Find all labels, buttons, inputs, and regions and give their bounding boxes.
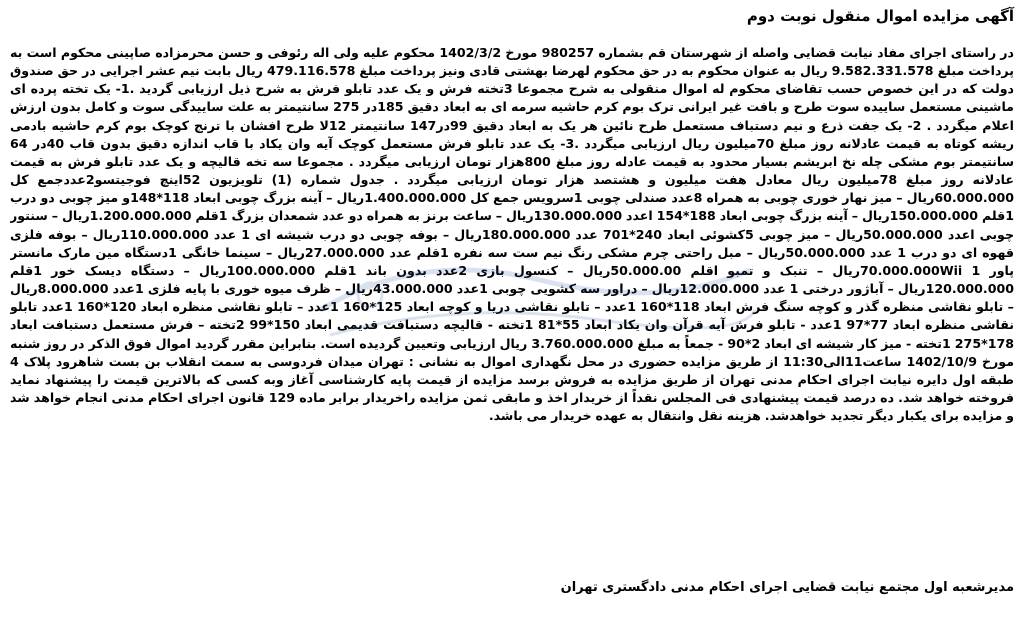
notice-title: آگهی مزایده اموال منقول نوبت دوم xyxy=(746,7,1014,25)
signature-line: مدیرشعبه اول مجتمع نیابت قضایی اجرای احکام مدنی دادگستری تهران xyxy=(560,580,1014,595)
notice-body: در راستای اجرای مفاد نیابت قضایی واصله از شهرستان قم بشماره 980257 مورخ 1402/3/2 محکوم علیه ولی اله رئوفی و حسن محرمزاده صاپینی محکوم است به پرداخت مبلغ 9.582.331.578 ریال به عنوان محکوم به در حق محکوم لهرضا بهشتی قادی ونیز پرداخت مبلغ 479.116.578 ریال بابت نیم عشر اجرایی در حق صندوق دولت که در این خصوص حسب تقاضای محکوم له اموال منقولی به شرح مجموعا 3تخته فرش و یک عدد تابلو فرش به شرح ذیل ارزیابی گردید .1- یک تخته پرده ای ماشینی مستعمل ساییده سوت طرح و بافت غیر ایرانی ترک بوم کرم حاشیه سرمه ای به ابعاد دقیق 185در 275 سانتیمتر به علت ساییدگی سوت و کامل بدون ارزش اعلام میگردد . 2- یک جفت ذرع و نیم دستباف مستعمل طرح نائین هر یک به ابعاد دقیق 99در147 سانتیمتر 12لا طرح افشان با ترنج کوچک بوم کرم حاشیه بادمی ریشه کوتاه به قیمت عادلانه روز مبلغ 70میلیون ریال ارزیابی میگردد .3- یک عدد تابلو فرش مستعمل کوچک آیه وان یکاد با قاب اندازه دقیق بدون قاب 40در 64 سانتیمتر بوم مشکی چله نخ ابریشم بسیار محدود به قیمت عادله روز مبلغ 800هزار تومان ارزیابی میگردد . مجموعا سه تخه قالیچه و یک عدد تابلو فرش به قیمت عادلانه روز مبلغ 78میلیون ریال معادل هفت میلیون و هشتصد هزار تومان ارزیابی میگردد . جدول شماره (1) تلویزیون 52اینچ فوجیتسو2عددجمع کل 60.000.000ریال – میز نهار خوری چوبی به همراه 8عدد صندلی چوبی 1سرویس جمع کل 1.400.000.000ریال – آینه بزرگ چوبی ابعاد 118*148و میز چوبی دو درب 1قلم 150.000.000ریال – آینه بزرگ چوبی ابعاد 188*154 اعدد 130.000.000ریال – ساعت برنز به همراه دو عدد شمعدان بزرگ 1قلم 1.200.000.000ریال – سنتور چوبی اعدد 50.000.000ریال – میز چوبی 5کشوئی ابعاد 240*701 عدد 180.000.000ریال – بوفه چوبی دو درب شیشه ای 1 عدد 110.000.000ریال – بوفه فلزی قهوه ای دو درب 1 عدد 50.000.000ریال – مبل راحتی چرم مشکی رنگ نیم ست سه نفره 1قلم عدد 27.000.000ریال – سینما خانگی 1دستگاه مین مارک مانستر پاور 1 70.000.000Wiiریال – تنبک و تمبو اقلم 50.000.00ریال – کنسول بازی 2عدد بدون باند 1قلم 100.000.000ریال – دستگاه دیسک خور 1قلم 120.000.000ریال – آباژور درختی 1 عدد 12.000.000ریال – دراور سه کشویی چوبی 1عدد 43.000.000ریال – ظرف میوه خوری با پایه فلزی 1عدد 8.000.000ریال – تابلو نقاشی منظره گذر و کوچه سنگ فرش ابعاد 118*160 1عدد – تابلو نقاشی دریا و کوچه ابعاد 125*160 1عدد – تابلو نقاشی منظره ابعاد 120*160 1عدد تابلو نقاشی منظره ابعاد 77*97 1عدد - تابلو فرش آیه قرآن وان یکاد ابعاد 55*81 1تخته - قالیچه دستبافت قدیمی ابعاد 150*99 2تخته – فرش مستعمل دستبافت ابعاد 178*275 1تخته - میز کار شیشه ای ابعاد 2*90 - جمعاً به مبلغ 3.760.000.000 ریال ارزیابی وتعیین گردیده است. بنابراین مقرر گردید اموال فوق الذکر در روز شنبه مورخ 1402/10/9 ساعت11الی11:30 از طریق مزایده حضوری در محل نگهداری اموال به نشانی : تهران میدان فردوسی به سمت انقلاب بن بست شاهرود پلاک 4 طبقه اول دایره نیابت اجرای احکام مدنی تهران از طریق مزایده به فروش برسد مزایده از قیمت پایه کارشناسی آغاز وبه کسی که بالاترین قیمت را پیشنهاد نماید فروخته خواهد شد. ده درصد قیمت پیشنهادی فی المجلس نقداً از خریدار اخذ و مابقی ثمن مزایده راخریدار برابر ماده 129 قانون اجرای احکام مدنی انجام خواهد شد و مزایده برای یکبار دیگر تجدید خواهدشد. هزینه نقل وانتقال به عهده خریدار می باشد. xyxy=(10,45,1014,424)
